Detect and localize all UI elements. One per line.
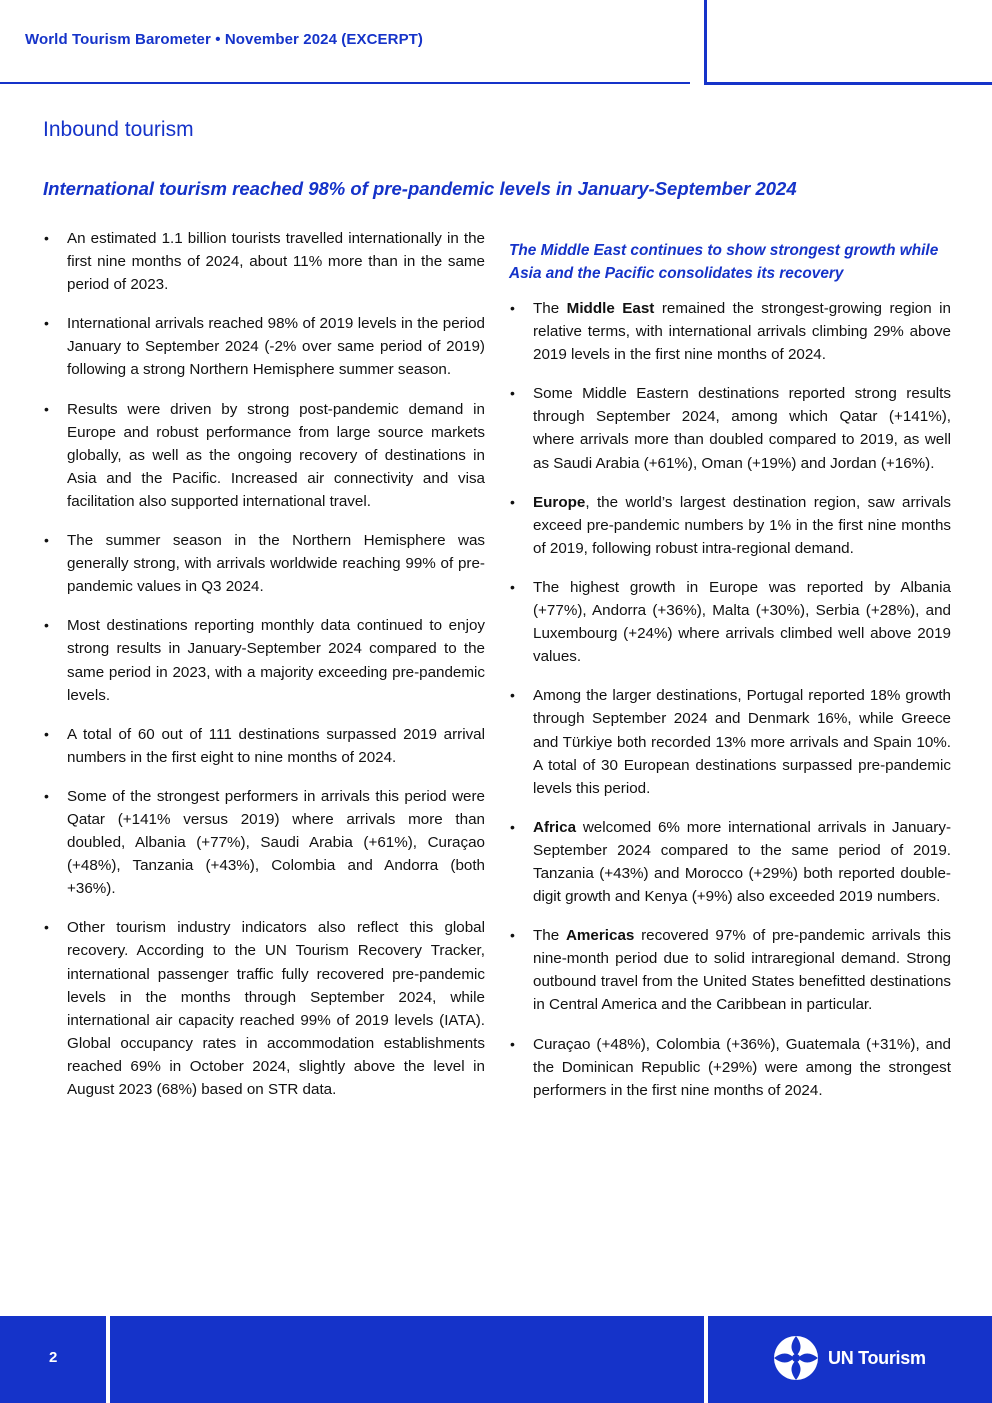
right-column (509, 240, 951, 1118)
left-bullet-list (43, 227, 485, 1101)
header-divider (704, 0, 707, 84)
list-item: • Other tourism industry indicators also reflect this global recovery. According to the UN Tourism Recovery Tracker, international passenger traffic fully recovered pre-pandemic levels in the months through September 2024, while international air capacity reached 99% of 2019 levels (IATA). Global occupancy rates in accommodation establishments reached 69% in October 2024, slightly above the level in August 2023 (68%) based on STR data. (43, 916, 485, 1101)
list-item: • International arrivals reached 98% of 2019 levels in the period January to September 2024 (-2% over same period of 2019) following a strong Northern Hemisphere summer season. (43, 312, 485, 381)
list-item: • The Middle East remained the strongest-growing region in relative terms, with international arrivals climbing 29% above 2019 levels in the first nine months of 2024. (509, 297, 951, 366)
list-item: • The summer season in the Northern Hemisphere was generally strong, with arrivals worldwide reaching 99% of pre-pandemic values in Q3 2024. (43, 529, 485, 598)
list-item: • Results were driven by strong post-pandemic demand in Europe and robust performance from large source markets globally, as well as the ongoing recovery of destinations in Asia and the Pacific. Increased air connectivity and visa facilitation also supported international travel. (43, 398, 485, 513)
left-column (43, 227, 485, 1117)
footer-divider (704, 1316, 708, 1403)
page-footer (0, 1316, 992, 1403)
section-title: Inbound tourism (43, 118, 194, 141)
un-tourism-logo-icon (772, 1334, 820, 1382)
footer-divider (106, 1316, 110, 1403)
list-item: • A total of 60 out of 111 destinations surpassed 2019 arrival numbers in the first eight to nine months of 2024. (43, 723, 485, 769)
list-item: • Curaçao (+48%), Colombia (+36%), Guatemala (+31%), and the Dominican Republic (+29%) were among the strongest performers in the first nine months of 2024. (509, 1033, 951, 1102)
header-title: World Tourism Barometer • November 2024 (EXCERPT) (25, 31, 424, 48)
page-header (0, 0, 992, 86)
header-rule-right (704, 82, 992, 85)
list-item: • An estimated 1.1 billion tourists travelled internationally in the first nine months of 2024, about 11% more than in the same period of 2023. (43, 227, 485, 296)
list-item: • Some of the strongest performers in arrivals this period were Qatar (+141% versus 2019) where arrivals more than doubled, Albania (+77%), Saudi Arabia (+61%), Curaçao (+48%), Tanzania (+43%), Colombia and Andorra (both +36%). (43, 785, 485, 900)
logo-text: UN Tourism (828, 1348, 926, 1368)
list-item: • The highest growth in Europe was reported by Albania (+77%), Andorra (+36%), Malta (+30%), Serbia (+28%), and Luxembourg (+24%) where arrivals climbed well above 2019 values. (509, 576, 951, 668)
list-item: • Most destinations reporting monthly data continued to enjoy strong results in January-September 2024 compared to the same period in 2023, with a majority exceeding pre-pandemic levels. (43, 614, 485, 706)
list-item: • The Americas recovered 97% of pre-pandemic arrivals this nine-month period due to solid intraregional demand. Strong outbound travel from the United States benefitted destinations in Central America and the Caribbean in particular. (509, 924, 951, 1016)
page-number: 2 (49, 1349, 58, 1366)
list-item: • Among the larger destinations, Portugal reported 18% growth through September 2024 and Denmark 16%, while Greece and Türkiye both recorded 13% more arrivals and Spain 10%. A total of 30 European destinations surpassed pre-pandemic levels this period. (509, 684, 951, 799)
header-rule (0, 82, 690, 84)
list-item: • Africa welcomed 6% more international arrivals in January-September 2024 compared to the same period of 2019. Tanzania (+43%) and Morocco (+29%) both reported double-digit growth and Kenya (+9%) also exceeded 2019 numbers. (509, 816, 951, 908)
column-heading: The Middle East continues to show strongest growth while Asia and the Pacific consolidates its recovery (509, 242, 939, 282)
list-item: • Some Middle Eastern destinations reported strong results through September 2024, among which Qatar (+141%), where arrivals more than doubled compared to 2019, as well as Saudi Arabia (+61%), Oman (+19%) and Jordan (+16%). (509, 382, 951, 474)
right-bullet-list (509, 297, 951, 1102)
list-item: • Europe, the world’s largest destination region, saw arrivals exceed pre-pandemic numbers by 1% in the first nine months of 2019, following robust intra-regional demand. (509, 491, 951, 560)
page-subtitle: International tourism reached 98% of pre-pandemic levels in January-September 2024 (43, 178, 797, 199)
